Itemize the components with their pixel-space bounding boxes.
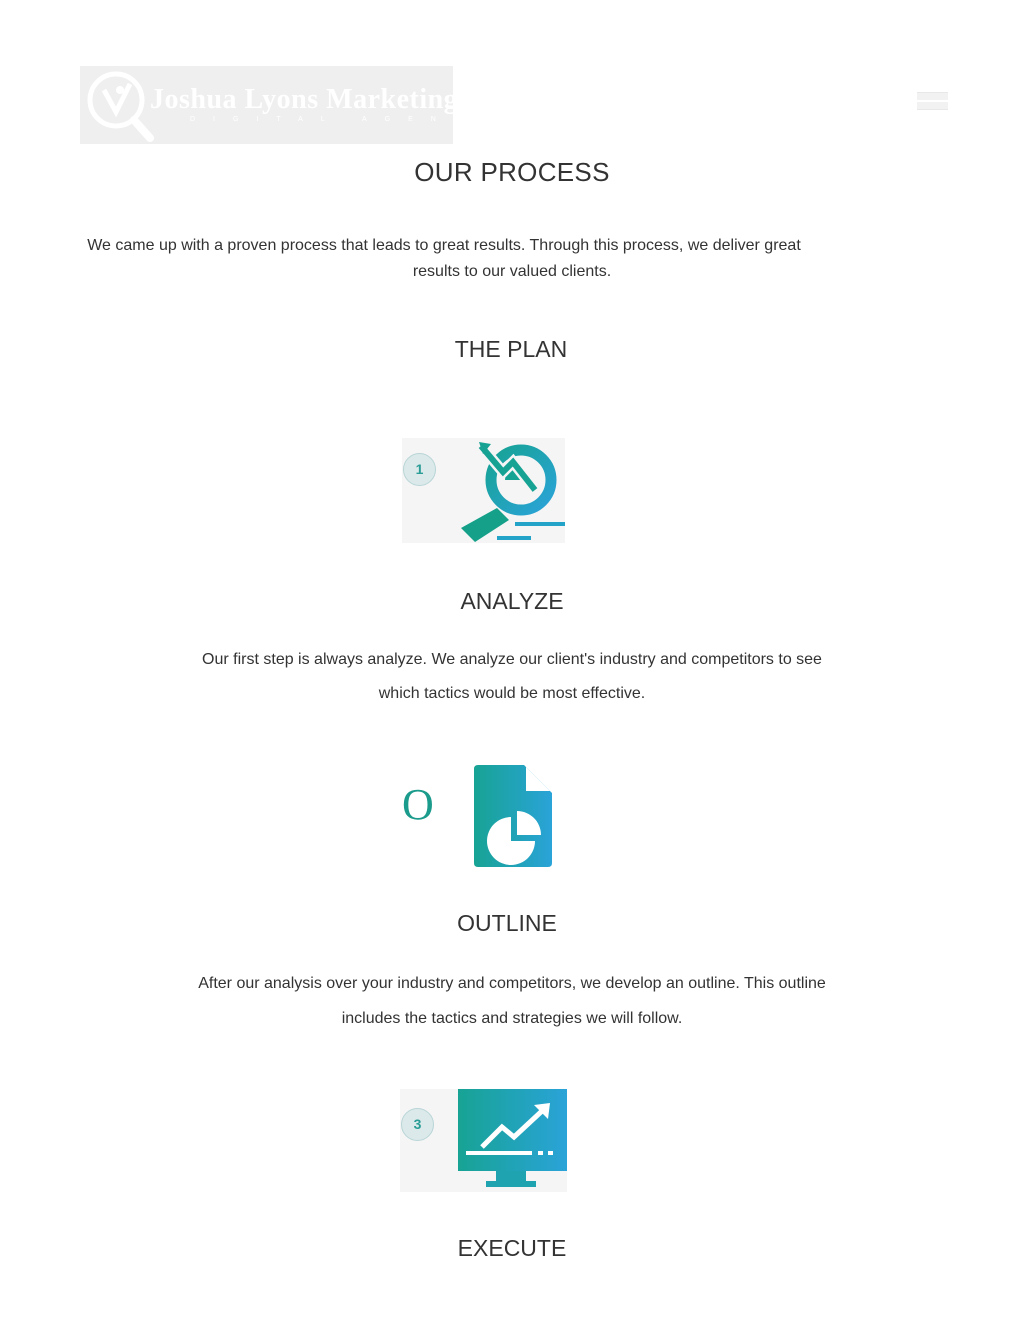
- site-logo[interactable]: [80, 66, 500, 144]
- logo-magnifier-icon: [84, 68, 156, 142]
- step-text-line-1: After our analysis over your industry and competitors, we develop an outline. This outline: [198, 975, 826, 992]
- logo-name: Joshua Lyons Marketing: [150, 84, 459, 115]
- intro-line-1: We came up with a proven process that leads to great results. Through this process, we deliver great: [87, 237, 801, 254]
- logo-tagline: DIGITAL AGENCY: [190, 116, 500, 123]
- step-badge: 3: [401, 1108, 434, 1141]
- hamburger-menu-icon[interactable]: [917, 92, 948, 110]
- step-title: EXECUTE: [457, 1235, 567, 1261]
- execute-step-image: [400, 1089, 567, 1192]
- document-pie-chart-icon: [474, 765, 552, 867]
- step-text-line-2: includes the tactics and strategies we will follow.: [341, 1010, 683, 1027]
- monitor-growth-chart-icon: [458, 1089, 567, 1192]
- intro-line-2: results to our valued clients.: [412, 263, 612, 280]
- page-title: OUR PROCESS: [414, 157, 610, 187]
- step-badge: 1: [403, 453, 436, 486]
- analyze-step-image: [402, 438, 565, 543]
- step-badge: O: [402, 780, 434, 829]
- magnifier-chart-icon: [457, 438, 565, 543]
- step-title: OUTLINE: [457, 910, 557, 936]
- step-text-line-1: Our first step is always analyze. We analyze our client's industry and competitors to see: [202, 651, 822, 668]
- section-title: THE PLAN: [454, 336, 568, 362]
- step-title: ANALYZE: [460, 588, 564, 614]
- step-text-line-2: which tactics would be most effective.: [378, 685, 646, 702]
